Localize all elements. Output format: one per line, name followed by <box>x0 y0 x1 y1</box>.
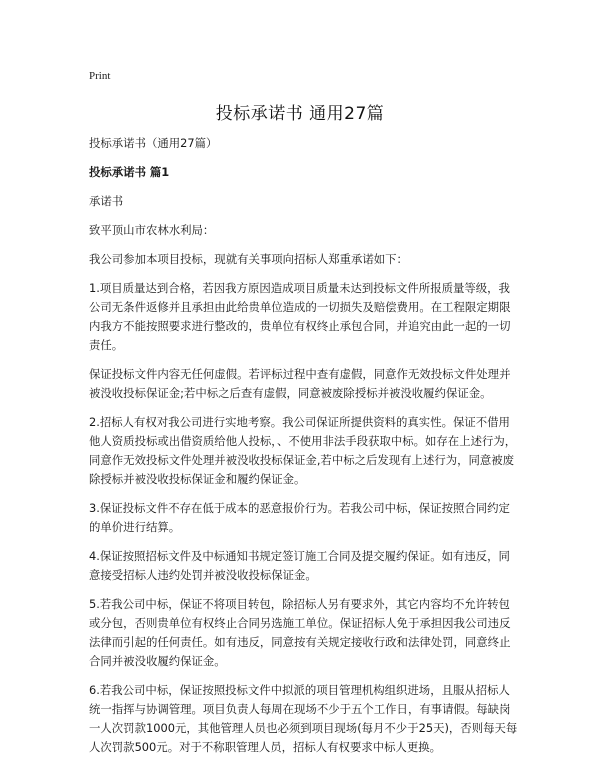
paragraph-guarantee: 保证投标文件内容无任何虚假。若评标过程中查有虚假，同意作无效投标文件处理并被没收投标保证金;若中标之后查有虚假，同意被废除授标并被没收履约保证金。 <box>89 367 511 400</box>
document-title: 投标承诺书 通用27篇 <box>215 104 385 124</box>
document-subtitle: 投标承诺书（通用27篇） <box>89 136 218 150</box>
section-heading: 投标承诺书 篇1 <box>89 165 170 179</box>
paragraph-item-3: 3.保证投标文件不存在低于成本的恶意报价行为。若我公司中标，保证按照合同约定的单价进行结算。 <box>89 501 510 534</box>
paragraph-item-5: 5.若我公司中标，保证不将项目转包，除招标人另有要求外，其它内容均不允许转包或分包，否则贵单位有权终止合同另选施工单位。保证招标人免于承担因我公司违反法律而引起的任何责任。如有违反，同意按有关规定接收行政和法律处罚，同意终止合同并被没收履约保证金。 <box>89 597 511 668</box>
paragraph-heading: 承诺书 <box>89 194 124 208</box>
paragraph-item-6: 6.若我公司中标，保证按照投标文件中拟派的项目管理机构组织进场，且服从招标人统一指挥与协调管理。项目负责人每周在现场不少于五个工作日，有事请假。每缺岗一人次罚款1000元，其他管理人员也必须到项目现场(每月不少于25天)，否则每天每人次罚款500元。对于不称职管理人员，招标人有权要求中标人更换。 <box>89 683 518 754</box>
paragraph-addressee: 致平顶山市农林水利局： <box>89 223 215 237</box>
paragraph-item-2: 2.招标人有权对我公司进行实地考察。我公司保证所提供资料的真实性。保证不借用他人资质投标或出借资质给他人投标，、不使用非法手段获取中标。如存在上述行为，同意作无效投标文件处理并被没收投标保证金,若中标之后发现有上述行为，同意被废除授标并被没收投标保证金和履约保证金。 <box>89 415 517 486</box>
document-body <box>89 134 521 767</box>
paragraph-item-1: 1.项目质量达到合格，若因我方原因造成项目质量未达到投标文件所报质量等级，我公司无条件返修并且承担由此给贵单位造成的一切损失及赔偿费用。在工程限定期限内我方不能按照要求进行整改的，贵单位有权终止承包合同，并追究由此一起的一切责任。 <box>89 281 511 352</box>
paragraph-item-4: 4.保证按照招标文件及中标通知书规定签订施工合同及提交履约保证。如有违反，同意接受招标人违约处罚并被没收投标保证金。 <box>89 549 510 582</box>
paragraph-intro: 我公司参加本项目投标，现就有关事项向招标人郑重承诺如下： <box>89 252 408 266</box>
print-link[interactable]: Print <box>89 70 111 82</box>
